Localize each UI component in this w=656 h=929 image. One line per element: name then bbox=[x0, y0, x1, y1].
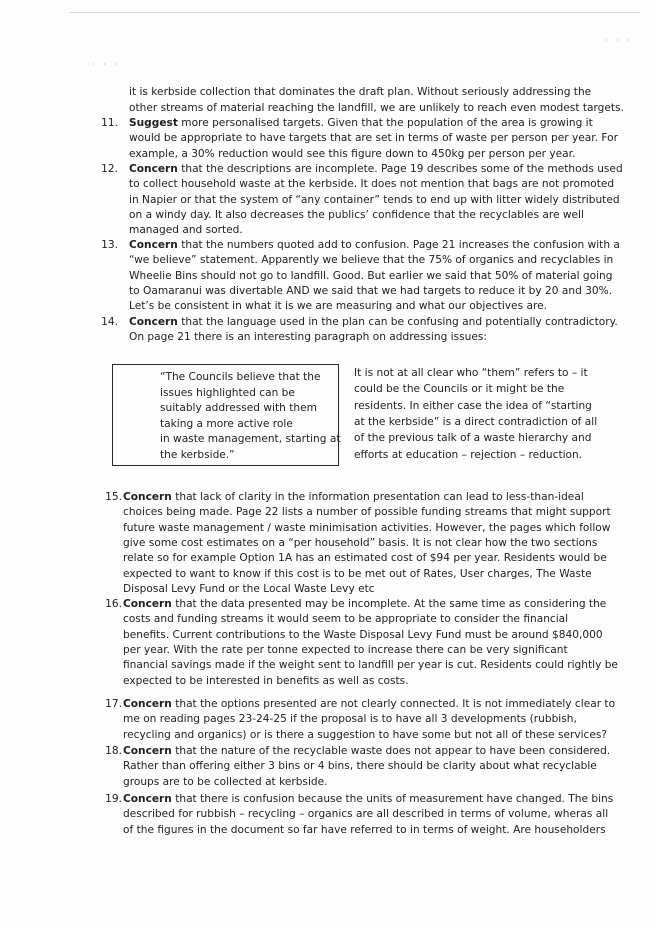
item-line: described for rubbish – recycling – organics are all described in terms of volume, wheras all bbox=[123, 808, 609, 821]
item-line: to Oamaranui was divertable AND we said that we had targets to reduce it by 20 and 30%. bbox=[129, 284, 613, 297]
item-lead: Concern bbox=[129, 239, 178, 251]
item-number: 15. bbox=[105, 491, 122, 503]
item-number: 19. bbox=[105, 793, 122, 805]
item-number: 18. bbox=[105, 745, 122, 757]
item-line bbox=[123, 792, 613, 807]
item-number: 14. bbox=[101, 316, 118, 328]
item-line bbox=[129, 116, 593, 131]
item-line: of the figures in the document so far have referred to in terms of weight. Are householders bbox=[123, 823, 606, 836]
item-lead: Concern bbox=[129, 163, 178, 175]
item-line: expected to want to know if this cost is to be met out of Rates, User charges, The Waste bbox=[123, 567, 592, 580]
item-line bbox=[123, 697, 615, 712]
item-number: 17. bbox=[105, 698, 122, 710]
quote-line: taking a more active role bbox=[160, 417, 293, 430]
item-lead: Concern bbox=[123, 745, 172, 757]
item-text: that the nature of the recyclable waste does not appear to have been considered. bbox=[171, 745, 611, 757]
item-lead: Concern bbox=[123, 491, 172, 503]
item-line bbox=[123, 490, 584, 505]
item-line: future waste management / waste minimisation activities. However, the pages which follow bbox=[123, 521, 611, 534]
commentary-line: of the previous talk of a waste hierarchy and bbox=[354, 432, 592, 445]
item-line: choices being made. Page 22 lists a number of possible funding streams that might support bbox=[123, 506, 611, 519]
item-line: in Napier or that the system of “any container” tends to end up with litter widely distributed bbox=[129, 193, 620, 206]
item-lead: Concern bbox=[123, 793, 172, 805]
quote-line: the kerbside.” bbox=[160, 448, 235, 461]
top-edge-line bbox=[70, 12, 640, 13]
item-lead: Concern bbox=[129, 316, 178, 328]
item-text: that the descriptions are incomplete. Page 19 describes some of the methods used bbox=[177, 163, 623, 175]
item-line bbox=[123, 597, 606, 612]
item-text: that there is confusion because the units of measurement have changed. The bins bbox=[171, 793, 614, 805]
intro-line: other streams of material reaching the landfill, we are unlikely to reach even modest targets. bbox=[129, 102, 624, 114]
item-line: example, a 30% reduction would see this figure down to 450kg per person per year. bbox=[129, 147, 576, 160]
item-line bbox=[129, 315, 618, 330]
item-lead: Suggest bbox=[129, 117, 178, 129]
item-line: benefits. Current contributions to the Waste Disposal Levy Fund must be around $840,000 bbox=[123, 628, 603, 641]
quote-line: issues highlighted can be bbox=[160, 386, 295, 399]
item-line: costs and funding streams it would seem to be appropriate to consider the financial bbox=[123, 613, 569, 626]
item-text: more personalised targets. Given that the population of the area is growing it bbox=[177, 117, 593, 129]
intro-line: it is kerbside collection that dominates the draft plan. Without seriously addressing the bbox=[129, 86, 592, 98]
item-line: Disposal Levy Fund or the Local Waste Levy etc bbox=[123, 582, 375, 595]
item-line: me on reading pages 23-24-25 if the proposal is to have all 3 developments (rubbish, bbox=[123, 713, 577, 726]
item-line: would be appropriate to have targets that are set in terms of waste per person per year. For bbox=[129, 132, 618, 145]
scan-artifact: · · · bbox=[605, 36, 633, 45]
item-line: managed and sorted. bbox=[129, 224, 243, 237]
commentary-line: It is not at all clear who “them” refers to – it bbox=[354, 367, 588, 379]
item-line: recycling and organics) or is there a suggestion to have some but not all of these services? bbox=[123, 728, 608, 741]
item-lead: Concern bbox=[123, 598, 172, 610]
commentary-line: could be the Councils or it might be the bbox=[354, 383, 565, 396]
item-line: on a windy day. It also decreases the publics’ confidence that the recyclables are well bbox=[129, 208, 584, 221]
item-text: that lack of clarity in the information presentation can lead to less-than-ideal bbox=[171, 491, 584, 503]
item-line bbox=[129, 162, 623, 177]
item-line bbox=[123, 744, 610, 759]
item-text: that the numbers quoted add to confusion. Page 21 increases the confusion with a bbox=[177, 239, 620, 251]
item-line: Wheelie Bins should not go to landfill. Good. But earlier we said that 50% of material going bbox=[129, 269, 613, 282]
item-text: that the language used in the plan can be confusing and potentially contradictory. bbox=[177, 316, 618, 328]
item-number: 12. bbox=[101, 163, 118, 175]
item-line: On page 21 there is an interesting paragraph on addressing issues: bbox=[129, 331, 487, 344]
item-text: that the options presented are not clearly connected. It is not immediately clear to bbox=[171, 698, 616, 710]
quote-line: in waste management, starting at bbox=[160, 433, 341, 445]
item-line: expected to be interested in benefits as well as costs. bbox=[123, 674, 409, 687]
item-lead: Concern bbox=[123, 698, 172, 710]
item-line: groups are to be collected at kerbside. bbox=[123, 775, 328, 788]
item-line: per year. With the rate per tonne expected to increase there can be very significant bbox=[123, 643, 568, 656]
scan-artifact: · · · bbox=[92, 60, 120, 69]
quote-line: “The Councils believe that the bbox=[160, 371, 321, 383]
commentary-line: efforts at education – rejection – reduction. bbox=[354, 448, 583, 461]
item-line: give some cost estimates on a “per household” basis. It is not clear how the two sections bbox=[123, 536, 598, 549]
item-line: financial savings made if the weight sent to landfill per year is cut. Residents could rightly be bbox=[123, 659, 618, 672]
commentary-line: residents. In either case the idea of “starting bbox=[354, 399, 592, 412]
quote-line: suitably addressed with them bbox=[160, 402, 317, 414]
item-line: “we believe” statement. Apparently we believe that the 75% of organics and recyclables in bbox=[129, 254, 614, 267]
commentary-line: at the kerbside” is a direct contradiction of all bbox=[354, 415, 598, 428]
item-line: Let’s be consistent in what it is we are measuring and what our objectives are. bbox=[129, 300, 547, 313]
item-number: 16. bbox=[105, 598, 122, 610]
item-line: to collect household waste at the kerbside. It does not mention that bags are not promoted bbox=[129, 178, 615, 191]
item-number: 11. bbox=[101, 117, 118, 129]
item-line bbox=[129, 238, 620, 253]
item-line: Rather than offering either 3 bins or 4 bins, there should be clarity about what recyclable bbox=[123, 760, 597, 773]
item-text: that the data presented may be incomplete. At the same time as considering the bbox=[171, 598, 607, 610]
item-line: relate so for example Option 1A has an estimated cost of $94 per year. Residents would be bbox=[123, 552, 607, 565]
item-number: 13. bbox=[101, 239, 118, 251]
